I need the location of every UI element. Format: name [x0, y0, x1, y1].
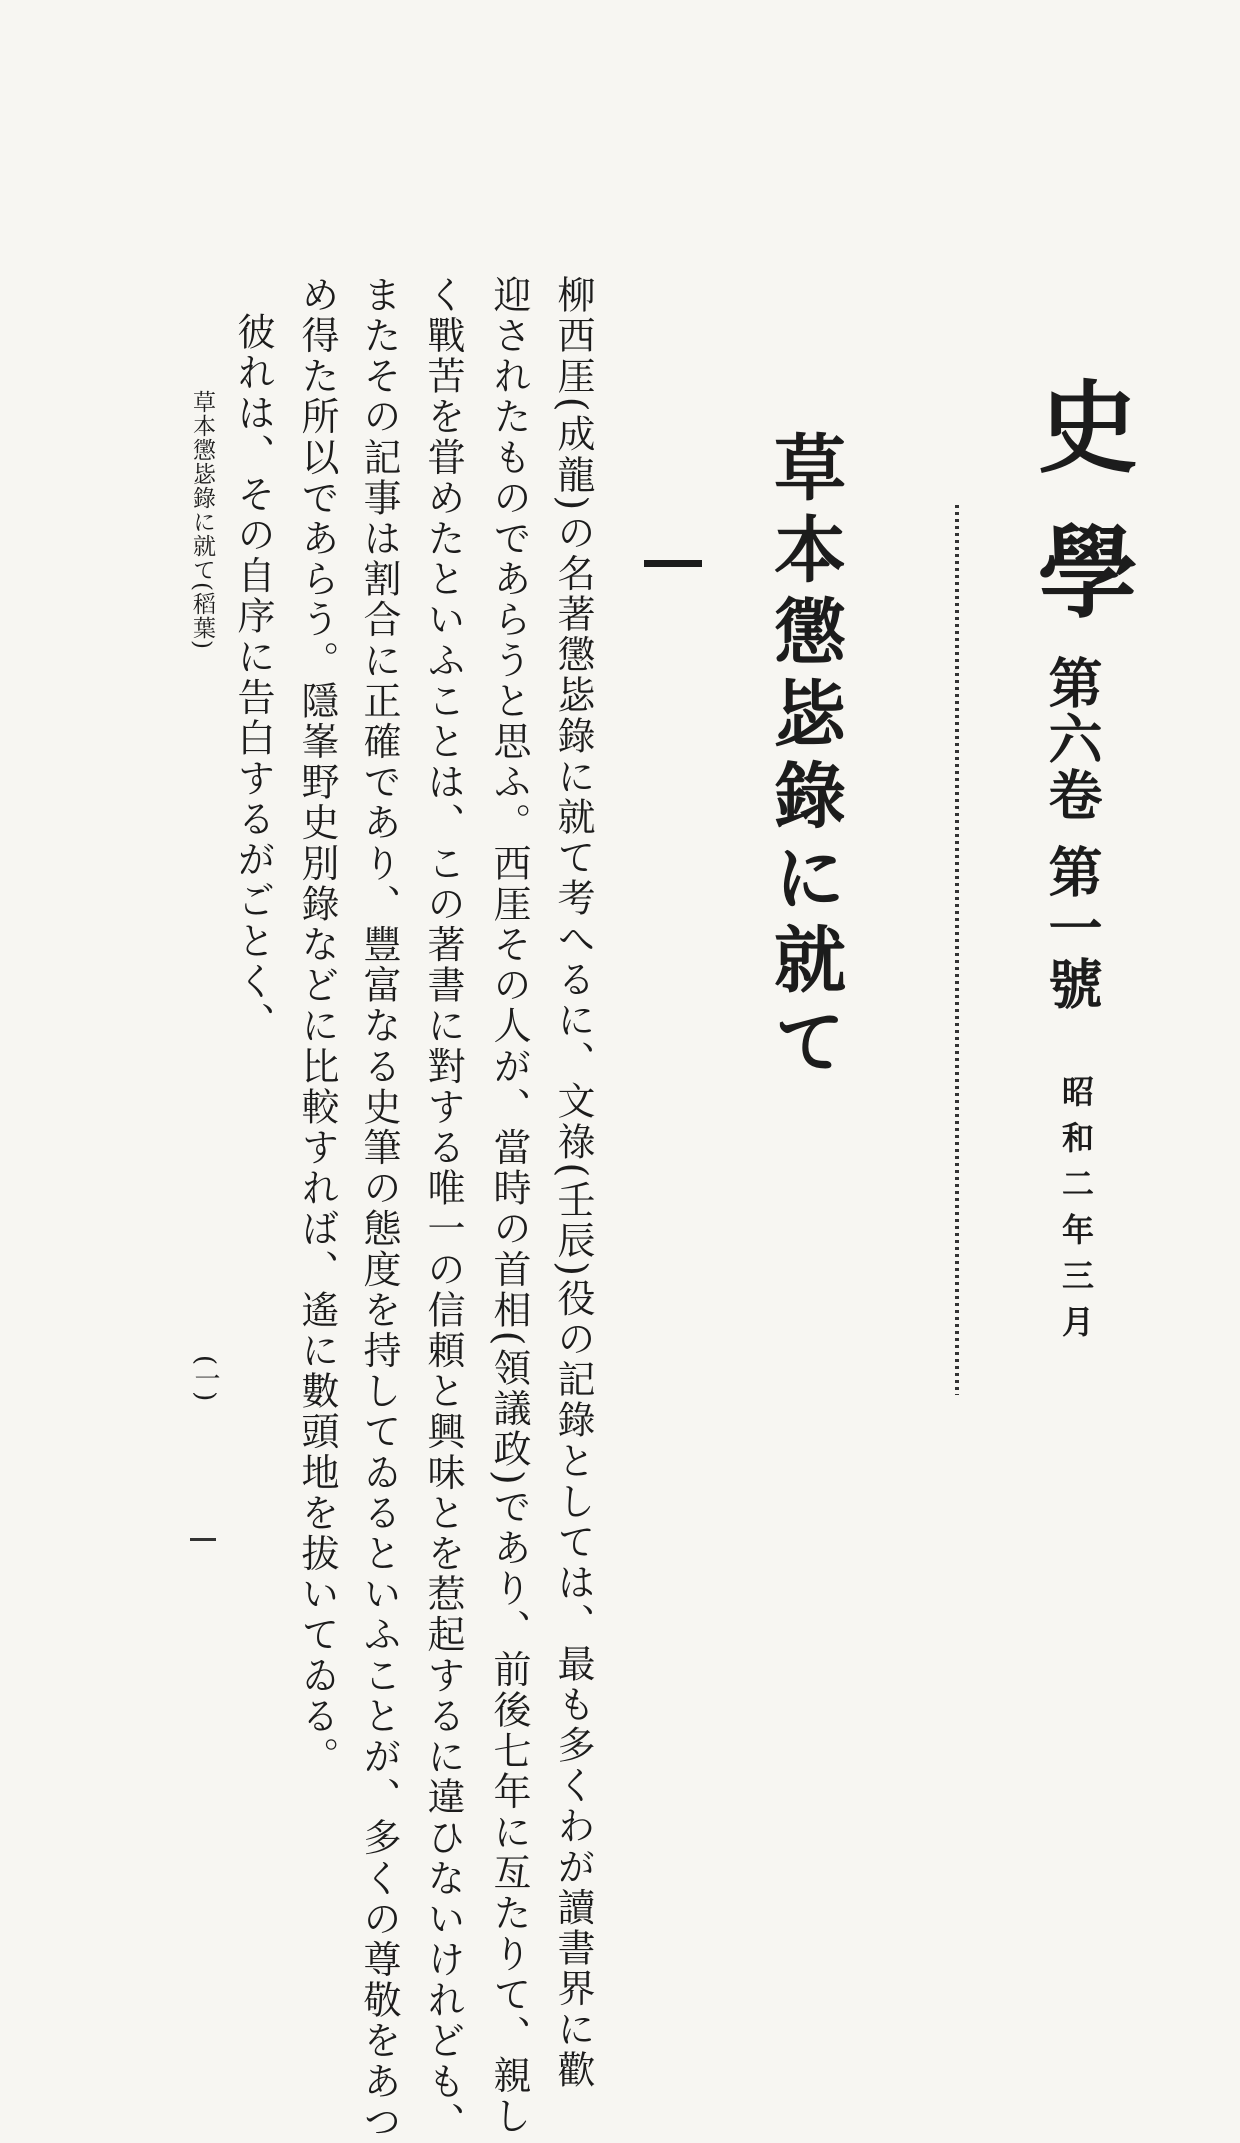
- issue-number: 第六卷 第一號: [1040, 655, 1104, 1012]
- body-text-column: またその記事は割合に正確であり、豐富なる史筆の態度を持してゐるといふことが、多くの尊敬をあつ: [357, 275, 401, 2143]
- journal-title: 史學: [1021, 375, 1139, 665]
- page-number: (一): [190, 1355, 220, 1402]
- body-text-column: く戰苦を甞めたといふことは、この著書に對する唯一の信頼と興味とを惹起するに違ひないけれども、: [421, 275, 465, 2143]
- section-numeral: [644, 560, 702, 567]
- body-text-column: 彼れは、その自序に告白するがごとく、: [231, 312, 275, 1043]
- body-text-column: 迎されたものであらうと思ふ。西厓その人が、當時の首相(領議政)であり、前後七年に亙たりて、親し: [487, 275, 531, 2137]
- running-header: 草本懲毖錄に就て(稻葉): [189, 390, 215, 650]
- article-title: 草本懲毖錄に就て: [762, 430, 847, 1086]
- issue-date: 昭和二年三月: [1057, 1075, 1095, 1351]
- body-text-column: 柳西厓(成龍)の名著懲毖錄に就て考へるに、文祿(壬辰)役の記錄としては、最も多くわが讀書界に歡: [551, 275, 595, 2091]
- masthead-divider: [955, 505, 959, 1395]
- margin-mark: [190, 1538, 216, 1541]
- body-text-column: め得た所以であらう。隱峯野史別錄などに比較すれば、遙に數頭地を拔いてゐる。: [295, 275, 339, 1778]
